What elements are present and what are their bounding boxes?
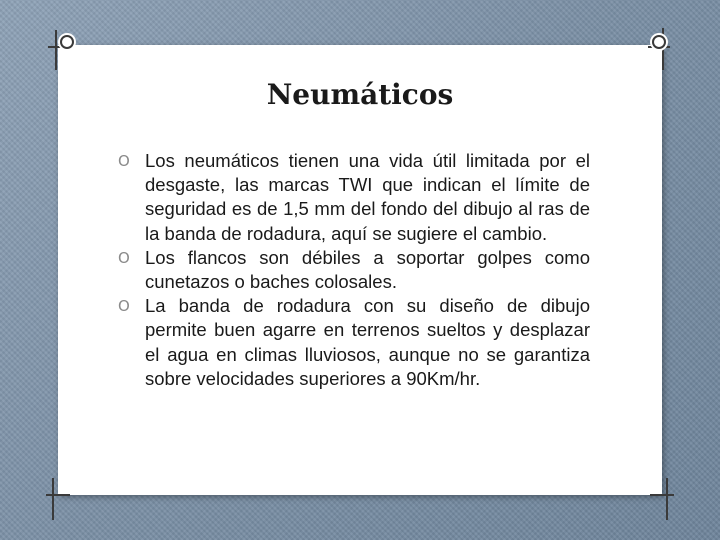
bullet-marker-icon: O xyxy=(118,297,130,316)
bullet-text: Los flancos son débiles a soportar golpes como cunetazos o baches colosales. xyxy=(145,246,590,293)
bullet-marker-icon: O xyxy=(118,152,130,170)
bullet-list xyxy=(118,149,590,391)
corner-line-bottom-left-vertical xyxy=(52,478,54,520)
pin-icon xyxy=(60,35,74,49)
slide-title: Neumáticos xyxy=(266,78,454,111)
bullet-item xyxy=(118,149,590,246)
corner-line-top-left-vertical xyxy=(55,30,57,70)
corner-line-bottom-right-horizontal xyxy=(650,494,674,496)
bullet-text: Los neumáticos tienen una vida útil limitada por el desgaste, las marcas TWI que indican el límite de seguridad es de 1,5 mm del fondo del dibujo al ras de la banda de rodadura, aquí se sugiere el cambio. xyxy=(145,150,590,244)
bullet-item xyxy=(118,294,590,391)
bullet-item xyxy=(118,246,590,294)
corner-line-bottom-left-horizontal xyxy=(46,494,70,496)
bullet-text: La banda de rodadura con su diseño de dibujo permite buen agarre en terrenos sueltos y desplazar el agua en climas lluviosos, aunque no se garantiza sobre velocidades superiores a 90Km/hr. xyxy=(145,295,590,389)
corner-line-top-right-vertical xyxy=(662,28,664,70)
pin-icon xyxy=(652,35,666,49)
bullet-marker-icon: O xyxy=(118,248,130,267)
corner-line-bottom-right-vertical xyxy=(666,478,668,520)
